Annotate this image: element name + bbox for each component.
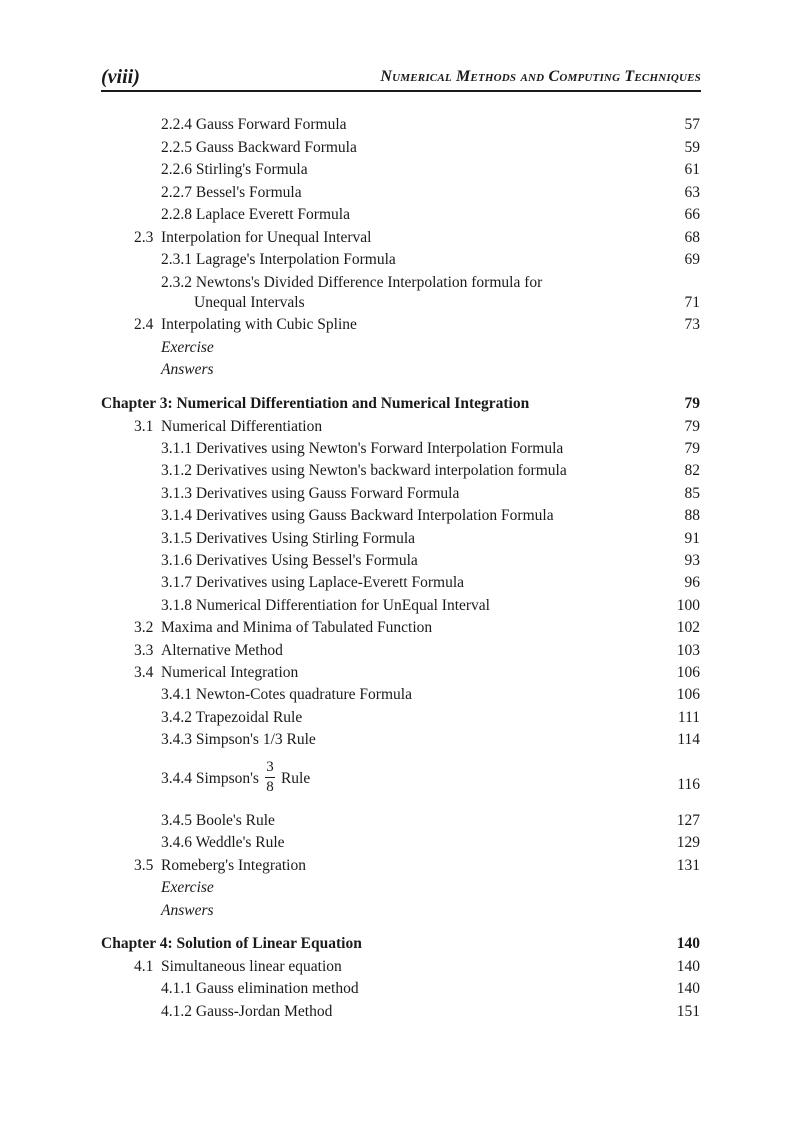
page-ref: 91 (684, 530, 700, 547)
entry-title: Alternative Method (161, 642, 283, 659)
page-ref: 131 (676, 857, 700, 874)
entry-title: Derivatives using Laplace-Everett Formula (195, 574, 465, 591)
entry-title: Unequal Intervals (194, 294, 305, 311)
entry-title: Exercise (161, 339, 214, 356)
entry-title: Derivatives Using Bessel's Formula (195, 552, 418, 569)
entry-title: Trapezoidal Rule (195, 709, 303, 726)
entry-title: Bessel's Formula (195, 184, 302, 201)
section-number: 3.4.3 (161, 731, 196, 748)
page-ref: 59 (684, 139, 700, 156)
entry-title: Gauss elimination method (195, 980, 359, 997)
page-ref: 93 (684, 552, 700, 569)
section-number: 2.2.6 (161, 161, 196, 178)
section-number: 2.2.7 (161, 184, 196, 201)
section-number: 2.2.5 (161, 139, 196, 156)
section-number: 2.3 (134, 229, 154, 246)
entry-title: Lagrage's Interpolation Formula (195, 251, 396, 268)
entry-title: Derivatives using Gauss Backward Interpolation Formula (195, 507, 554, 524)
running-header (101, 64, 701, 92)
section-number: 3.4.5 (161, 812, 196, 829)
page-ref: 73 (684, 316, 700, 333)
page-ref: 79 (684, 418, 700, 435)
entry-title: Derivatives using Gauss Forward Formula (195, 485, 460, 502)
page-ref: 114 (677, 731, 700, 748)
section-number: 3.4.1 (161, 686, 196, 703)
page-ref: 116 (677, 776, 700, 793)
section-number: 2.3.2 (161, 274, 196, 291)
entry-title: Simultaneous linear equation (161, 958, 342, 975)
entry-title: Numerical Integration (161, 664, 299, 681)
section-number: 3.5 (134, 857, 154, 874)
page-ref: 140 (676, 935, 700, 952)
page-ref: 111 (677, 709, 700, 726)
entry-title: Interpolation for Unequal Interval (161, 229, 372, 246)
entry-title: Exercise (161, 879, 214, 896)
entry-title: Gauss-Jordan Method (195, 1003, 333, 1020)
page-ref: 57 (684, 116, 700, 133)
page-ref: 88 (684, 507, 700, 524)
section-number: 3.1.3 (161, 485, 196, 502)
section-number: 2.2.8 (161, 206, 196, 223)
entry-title: Numerical Differentiation (161, 418, 323, 435)
entry-title: Newton-Cotes quadrature Formula (195, 686, 412, 703)
page-ref: 129 (676, 834, 700, 851)
page-ref: 63 (684, 184, 700, 201)
entry-title: Numerical Differentiation for UnEqual Interval (195, 597, 490, 614)
entry-title: Maxima and Minima of Tabulated Function (161, 619, 433, 636)
page-ref: 71 (684, 294, 700, 311)
page-ref: 151 (676, 1003, 700, 1020)
entry-title: Answers (161, 902, 214, 919)
entry-title: Romeberg's Integration (161, 857, 306, 874)
page-ref: 61 (684, 161, 700, 178)
page-ref: 140 (676, 980, 700, 997)
section-number: 4.1.1 (161, 980, 196, 997)
section-number: 3.4.4 (161, 770, 196, 788)
section-number: 3.4.6 (161, 834, 196, 851)
section-number: 3.1.5 (161, 530, 196, 547)
page-ref: 100 (676, 597, 700, 614)
page-ref: 68 (684, 229, 700, 246)
section-number: 2.4 (134, 316, 154, 333)
entry-title: Answers (161, 361, 214, 378)
entry-title: Interpolating with Cubic Spline (161, 316, 357, 333)
section-number: 3.1 (134, 418, 154, 435)
page-ref: 69 (684, 251, 700, 268)
entry-title: Simpson's 1/3 Rule (195, 731, 316, 748)
fraction: $\frac{3}{8}$ (266, 759, 274, 795)
entry-title: Derivatives Using Stirling Formula (195, 530, 416, 547)
section-number: 3.3 (134, 642, 154, 659)
entry-title: Derivatives using Newton's Forward Interpolation Formula (195, 440, 564, 457)
section-number: 2.2.4 (161, 116, 196, 133)
section-number: 4.1.2 (161, 1003, 196, 1020)
entry-title: Chapter 4: Solution of Linear Equation (101, 935, 362, 952)
page-ref: 66 (684, 206, 700, 223)
entry-title: Boole's Rule (195, 812, 275, 829)
section-number: 3.1.6 (161, 552, 196, 569)
section-number: 3.1.2 (161, 462, 196, 479)
section-number: 3.2 (134, 619, 154, 636)
page-ref: 79 (684, 395, 700, 412)
header-rule (101, 90, 701, 92)
page-ref: 79 (684, 440, 700, 457)
entry-title: Gauss Forward Formula (195, 116, 347, 133)
entry-title: Simpson's (195, 770, 259, 788)
section-number: 3.4.2 (161, 709, 196, 726)
page-ref: 82 (684, 462, 700, 479)
entry-title: Chapter 3: Numerical Differentiation and Numerical Integration (101, 395, 530, 412)
section-number: 3.1.7 (161, 574, 196, 591)
page-ref: 96 (684, 574, 700, 591)
section-number: 3.1.4 (161, 507, 196, 524)
section-number: 3.4 (134, 664, 154, 681)
entry-title: Weddle's Rule (195, 834, 285, 851)
entry-title: Gauss Backward Formula (195, 139, 357, 156)
entry-title: Newtons's Divided Difference Interpolation formula for (195, 274, 543, 291)
page-ref: 103 (676, 642, 700, 659)
page-ref: 127 (676, 812, 700, 829)
entry-title: Stirling's Formula (195, 161, 308, 178)
page-ref: 106 (676, 664, 700, 681)
section-number: 3.1.1 (161, 440, 196, 457)
entry-title: Derivatives using Newton's backward interpolation formula (195, 462, 567, 479)
section-number: 2.3.1 (161, 251, 196, 268)
book-title: Numerical Methods and Computing Techniques (380, 68, 701, 85)
section-number: 3.1.8 (161, 597, 196, 614)
entry-title: Laplace Everett Formula (195, 206, 350, 223)
page-number: (viii) (101, 66, 140, 88)
section-number: 4.1 (134, 958, 154, 975)
page-ref: 106 (676, 686, 700, 703)
page-ref: 85 (684, 485, 700, 502)
page-ref: 102 (676, 619, 700, 636)
page-ref: 140 (676, 958, 700, 975)
